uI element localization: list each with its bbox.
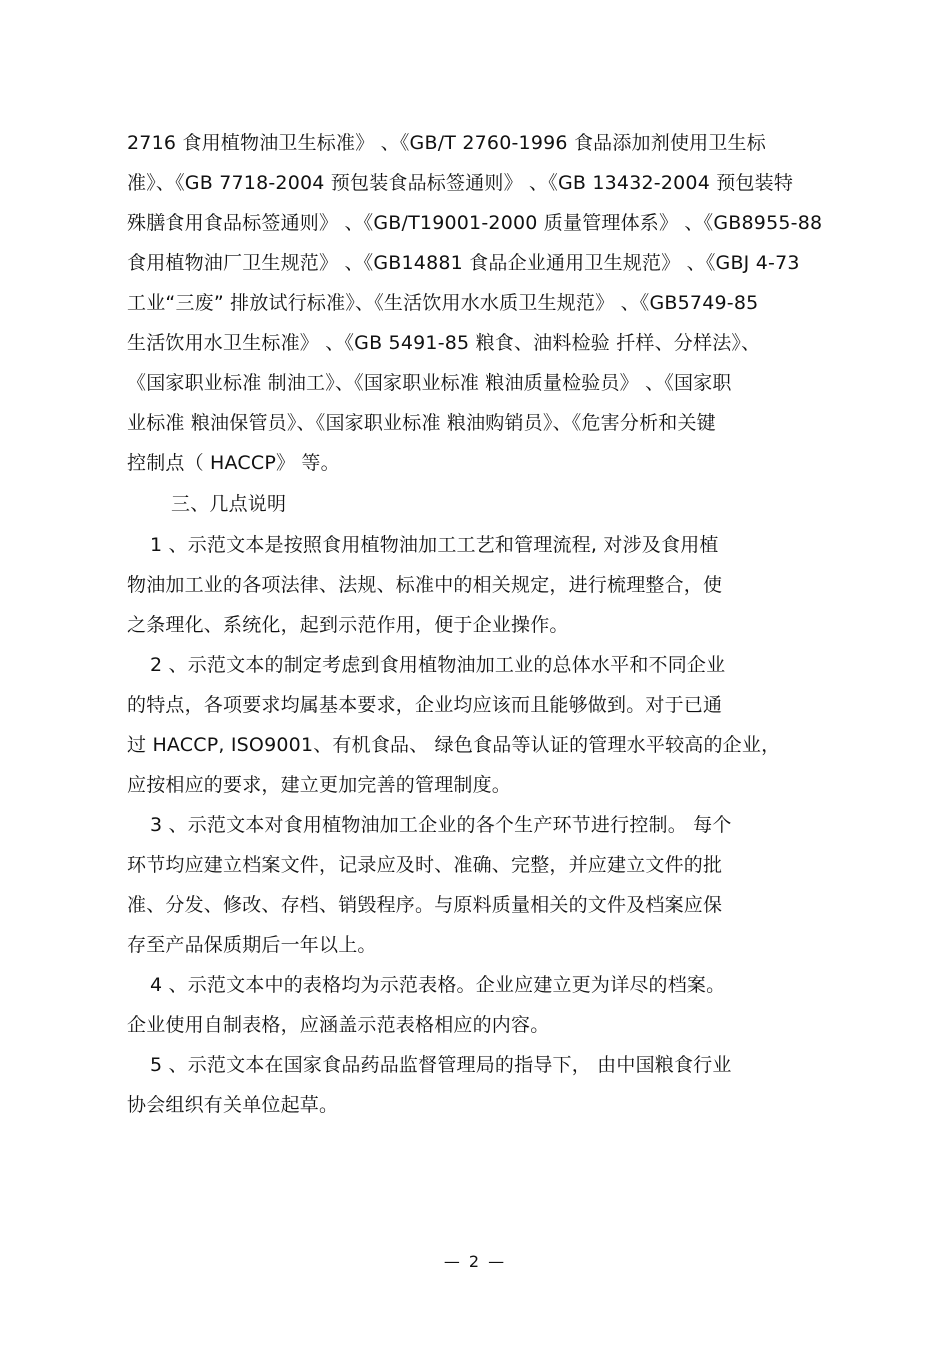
text-line: 环节均应建立档案文件，记录应及时、准确、完整，并应建立文件的批	[127, 854, 723, 876]
text-line: 3 、示范文本对食用植物油加工企业的各个生产环节进行控制。 每个	[150, 814, 732, 836]
text-line: 协会组织有关单位起草。	[127, 1094, 339, 1116]
text-line: 工业“三废” 排放试行标准》、《生活饮用水水质卫生规范》 、《GB5749-85	[127, 292, 759, 314]
text-line: 物油加工业的各项法律、法规、标准中的相关规定，进行梳理整合，使	[127, 574, 723, 596]
text-line: 应按相应的要求，建立更加完善的管理制度。	[127, 774, 512, 796]
section-heading: 三、几点说明	[171, 493, 287, 515]
text-line: 2716 食用植物油卫生标准》 、《GB/T 2760-1996 食品添加剂使用卫生标	[127, 132, 766, 154]
text-line: 存至产品保质期后一年以上。	[127, 934, 377, 956]
text-line: 4 、示范文本中的表格均为示范表格。企业应建立更为详尽的档案。	[150, 974, 726, 996]
text-line: 企业使用自制表格，应涵盖示范表格相应的内容。	[127, 1014, 550, 1036]
text-line: 控制点（ HACCP》 等。	[127, 452, 340, 474]
page-number: — 2 —	[443, 1252, 507, 1271]
text-line: 准、分发、修改、存档、销毁程序。与原料质量相关的文件及档案应保	[127, 894, 723, 916]
text-line: 殊膳食用食品标签通则》 、《GB/T19001-2000 质量管理体系》 、《GB8955-88	[127, 212, 823, 234]
text-line: 业标准 粮油保管员》、《国家职业标准 粮油购销员》、《危害分析和关键	[127, 412, 716, 434]
text-line: 食用植物油厂卫生规范》 、《GB14881 食品企业通用卫生规范》 、《GBJ 4-73	[127, 252, 800, 274]
text-line: 的特点，各项要求均属基本要求，企业均应该而且能够做到。对于已通	[127, 694, 723, 716]
text-line: 2 、示范文本的制定考虑到食用植物油加工业的总体水平和不同企业	[150, 654, 726, 676]
text-line: 《国家职业标准 制油工》、《国家职业标准 粮油质量检验员》 、《国家职	[127, 372, 732, 394]
text-line: 5 、示范文本在国家食品药品监督管理局的指导下， 由中国粮食行业	[150, 1054, 732, 1076]
text-line: 1 、示范文本是按照食用植物油加工工艺和管理流程, 对涉及食用植	[150, 534, 719, 556]
text-line: 之条理化、系统化，起到示范作用，便于企业操作。	[127, 614, 569, 636]
text-line: 准》、《GB 7718-2004 预包装食品标签通则》 、《GB 13432-2004 预包装特	[127, 172, 794, 194]
text-line: 生活饮用水卫生标准》 、《GB 5491-85 粮食、油料检验 扦样、分样法》、	[127, 332, 761, 354]
text-line: 过 HACCP, ISO9001、有机食品、 绿色食品等认证的管理水平较高的企业，	[127, 734, 781, 756]
